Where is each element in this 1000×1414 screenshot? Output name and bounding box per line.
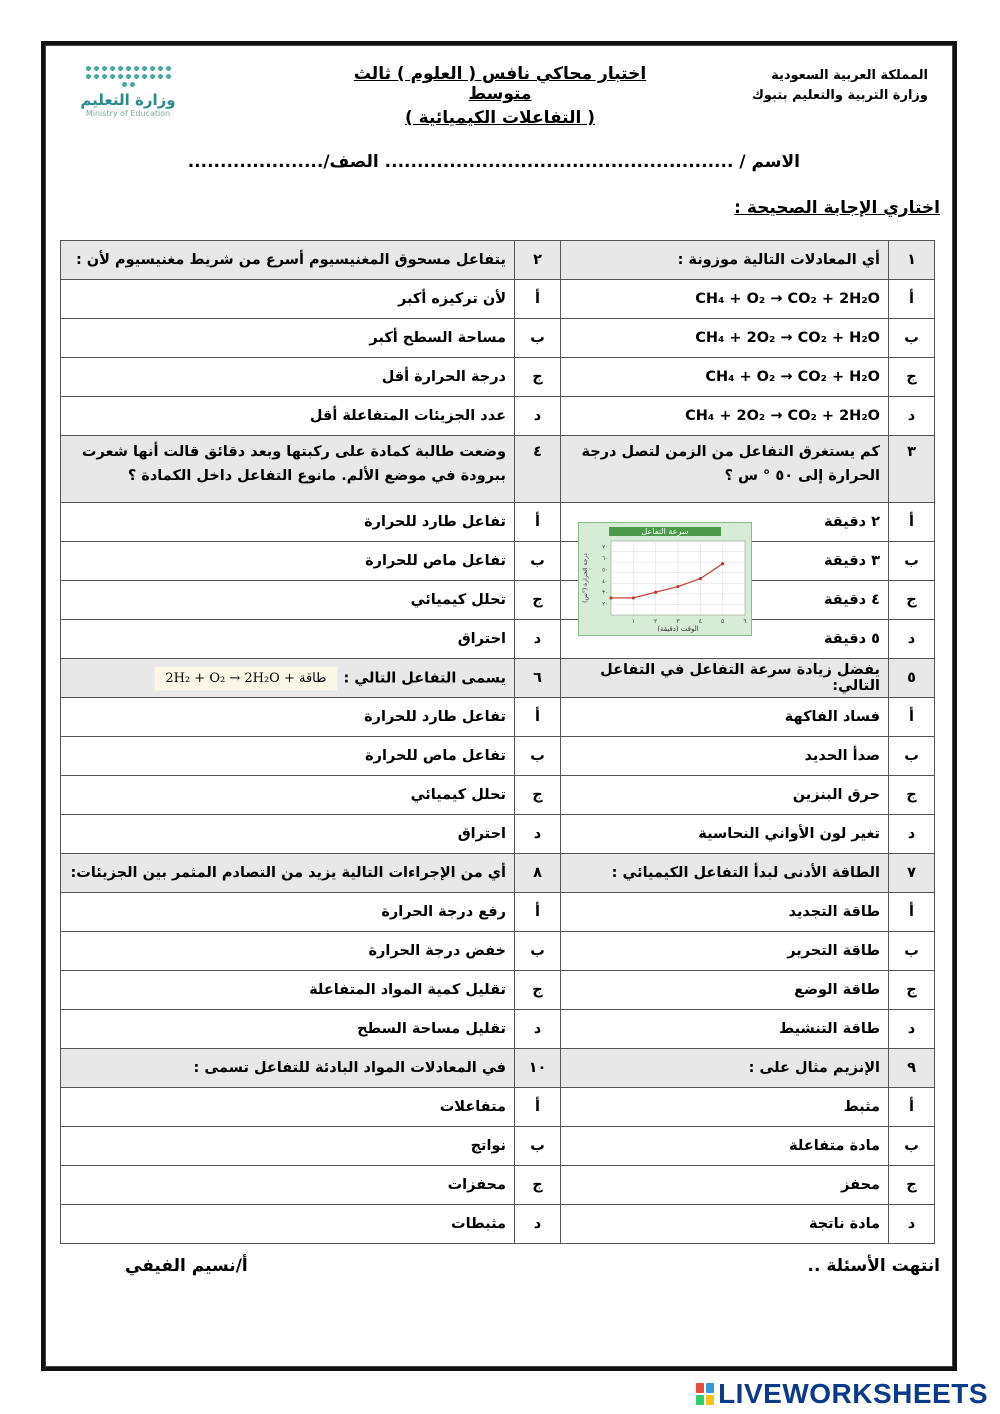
option-letter	[889, 620, 935, 659]
option-letter-text: د	[907, 1021, 916, 1037]
option-row	[61, 358, 935, 397]
option-letter	[515, 581, 561, 620]
option-letter	[515, 737, 561, 776]
option-letter	[889, 1127, 935, 1166]
option-letter	[515, 1088, 561, 1127]
question-row	[61, 659, 935, 698]
question-text	[561, 1049, 889, 1088]
graph-y-tick: ٧٠	[602, 544, 608, 551]
graph-svg	[579, 523, 751, 635]
option-letter	[515, 815, 561, 854]
option-text-text: CH₄ + O₂ → CO₂ + H₂O	[705, 369, 880, 385]
option-text-text: تقليل مساحة السطح	[357, 1021, 506, 1037]
option-letter-text: أ	[909, 904, 914, 920]
option-text-text: احتراق	[457, 631, 506, 647]
question-text-text: يتفاعل مسحوق المغنيسيوم أسرع من شريط مغنيسيوم لأن :	[75, 252, 506, 268]
option-row	[61, 319, 935, 358]
question-number	[889, 659, 935, 698]
option-text[interactable]	[561, 815, 889, 854]
option-letter-text: أ	[535, 291, 540, 307]
reaction-rate-graph	[578, 522, 752, 636]
question-text-text: الإنزيم مثال على :	[748, 1060, 880, 1076]
graph-y-tick: ٣٠	[602, 590, 608, 597]
question-text	[561, 659, 889, 698]
kingdom-line2: وزارة التربية والتعليم بتبوك	[752, 88, 928, 103]
option-text[interactable]	[561, 776, 889, 815]
option-letter-text: ج	[906, 982, 917, 998]
option-text[interactable]	[61, 1127, 515, 1166]
option-letter	[889, 503, 935, 542]
option-row	[61, 932, 935, 971]
option-row	[61, 815, 935, 854]
option-letter	[515, 280, 561, 319]
option-row	[61, 1010, 935, 1049]
liveworksheets-logo-icon	[696, 1383, 714, 1405]
option-letter-text: د	[533, 1021, 542, 1037]
graph-x-tick: ٦	[743, 618, 747, 625]
option-text-text: حرق البنزين	[792, 787, 880, 803]
option-text[interactable]	[561, 358, 889, 397]
option-letter	[889, 1010, 935, 1049]
option-text-text: تحلل كيميائي	[410, 592, 506, 608]
option-letter-text: ج	[532, 369, 543, 385]
option-letter-text: ج	[532, 787, 543, 803]
option-text[interactable]	[561, 397, 889, 436]
option-letter	[889, 280, 935, 319]
question-row	[61, 241, 935, 280]
class-field[interactable]: .....................	[187, 152, 324, 172]
graph-x-tick: ٢	[654, 618, 658, 625]
instruction: اختاري الإجابة الصحيحة :	[734, 198, 940, 218]
option-letter	[889, 581, 935, 620]
option-text-text: درجة الحرارة أقل	[381, 369, 506, 385]
question-text-text: كم يستغرق التفاعل من الزمن لتصل درجة الحرارة إلى ٥٠ ° س ؟	[581, 444, 880, 484]
option-text[interactable]	[561, 893, 889, 932]
option-text-text: رفع درجة الحرارة	[381, 904, 506, 920]
reaction-equation: 2H₂ + O₂ → 2H₂O + طاقة	[154, 666, 337, 691]
name-field[interactable]: ......................................................	[384, 152, 734, 172]
option-letter-text: أ	[909, 514, 914, 530]
option-letter	[889, 1166, 935, 1205]
option-text-text: تفاعل طارد للحرارة	[364, 514, 506, 530]
question-number	[889, 241, 935, 280]
option-text-text: محفزات	[447, 1177, 506, 1193]
option-text[interactable]	[561, 971, 889, 1010]
question-text-text: أي المعادلات التالية موزونة :	[677, 252, 880, 268]
option-text[interactable]	[561, 1166, 889, 1205]
option-row	[61, 1205, 935, 1244]
graph-point	[632, 596, 635, 599]
option-letter	[515, 932, 561, 971]
option-text-text: ٣ دقيقة	[824, 553, 880, 569]
option-row	[61, 698, 935, 737]
option-text-text: CH₄ + 2O₂ → CO₂ + H₂O	[695, 330, 880, 346]
option-letter	[515, 776, 561, 815]
question-number	[515, 436, 561, 503]
option-letter	[889, 1205, 935, 1244]
question-number	[889, 436, 935, 503]
option-letter	[889, 776, 935, 815]
option-text-text: خفض درجة الحرارة	[368, 943, 506, 959]
end-of-questions: انتهت الأسئلة ..	[807, 1256, 940, 1276]
option-text-text: طاقة الوضع	[794, 982, 880, 998]
option-letter	[889, 932, 935, 971]
teacher-name: أ/نسيم الفيفي	[125, 1256, 248, 1276]
option-text[interactable]	[61, 397, 515, 436]
option-letter-text: د	[533, 408, 542, 424]
graph-x-tick: ٥	[721, 618, 725, 625]
question-row	[61, 854, 935, 893]
option-letter-text: ج	[906, 592, 917, 608]
question-text	[561, 854, 889, 893]
option-text[interactable]	[561, 1205, 889, 1244]
option-text[interactable]	[561, 280, 889, 319]
option-letter	[515, 542, 561, 581]
option-letter-text: أ	[535, 904, 540, 920]
option-letter-text: أ	[909, 1099, 914, 1115]
option-text-text: تفاعل ماص للحرارة	[365, 553, 506, 569]
option-text-text: ٤ دقيقة	[824, 592, 880, 608]
option-letter-text: ج	[906, 369, 917, 385]
option-text[interactable]	[561, 1088, 889, 1127]
option-letter-text: ب	[904, 943, 919, 959]
question-text	[61, 1049, 515, 1088]
option-letter	[889, 542, 935, 581]
option-text[interactable]	[61, 581, 515, 620]
option-letter	[515, 358, 561, 397]
option-letter	[889, 319, 935, 358]
option-letter-text: أ	[535, 514, 540, 530]
option-text-text: عدد الجزيئات المتفاعلة أقل	[309, 408, 506, 424]
ministry-logo	[58, 66, 198, 128]
question-number-text: ٦	[533, 670, 542, 686]
option-letter-text: ب	[530, 943, 545, 959]
option-row	[61, 1088, 935, 1127]
graph-y-tick: ٥٠	[602, 567, 608, 574]
option-text[interactable]	[61, 503, 515, 542]
option-letter	[889, 737, 935, 776]
option-text[interactable]	[61, 1205, 515, 1244]
graph-point	[609, 596, 612, 599]
exam-subtitle: ( التفاعلات الكيميائية )	[404, 108, 596, 128]
question-text	[61, 854, 515, 893]
option-text-text: تغير لون الأواني النحاسية	[698, 826, 880, 842]
option-letter	[515, 971, 561, 1010]
option-text[interactable]	[561, 319, 889, 358]
question-number	[515, 854, 561, 893]
option-text-text: CH₄ + O₂ → CO₂ + 2H₂O	[695, 291, 880, 307]
option-letter-text: ب	[904, 748, 919, 764]
option-row	[61, 1127, 935, 1166]
option-letter	[889, 893, 935, 932]
question-text	[61, 659, 515, 698]
option-row	[61, 280, 935, 319]
option-row	[61, 397, 935, 436]
option-text[interactable]	[61, 776, 515, 815]
logo-dots-icon	[83, 66, 173, 87]
option-letter-text: ج	[906, 787, 917, 803]
kingdom-line1: المملكة العربية السعودية	[771, 68, 928, 83]
question-number-text: ٤	[533, 444, 542, 460]
option-letter-text: أ	[909, 291, 914, 307]
option-letter-text: ج	[532, 1177, 543, 1193]
graph-x-tick: ١	[631, 618, 635, 625]
option-letter-text: د	[907, 408, 916, 424]
graph-x-tick: ٣	[676, 618, 680, 625]
graph-xlabel: الوقت (دقيقة)	[657, 625, 699, 633]
option-letter-text: د	[907, 826, 916, 842]
option-row	[61, 620, 935, 659]
option-text[interactable]	[61, 932, 515, 971]
option-letter	[515, 620, 561, 659]
option-letter	[515, 1010, 561, 1049]
option-text[interactable]	[61, 1010, 515, 1049]
name-label: الاسم /	[739, 152, 800, 172]
option-letter	[515, 319, 561, 358]
option-letter-text: ب	[904, 1138, 919, 1154]
question-number	[889, 854, 935, 893]
question-row	[61, 436, 935, 503]
option-text-text: متفاعلات	[439, 1099, 506, 1115]
question-number-text: ٨	[533, 865, 542, 881]
liveworksheets-brand[interactable]	[696, 1378, 988, 1410]
question-text	[61, 241, 515, 280]
graph-title: سرعة التفاعل	[609, 527, 721, 536]
option-text-text: مثبطات	[451, 1216, 506, 1232]
option-letter	[515, 1166, 561, 1205]
option-text-text: مادة متفاعلة	[789, 1138, 880, 1154]
graph-y-tick: ٤٠	[602, 578, 608, 585]
graph-ylabel: درجة الحرارة (°س)	[582, 553, 589, 603]
option-letter-text: ب	[530, 330, 545, 346]
option-letter-text: ب	[904, 330, 919, 346]
option-text[interactable]	[61, 319, 515, 358]
question-number	[515, 241, 561, 280]
option-text[interactable]	[61, 620, 515, 659]
option-letter-text: ب	[530, 748, 545, 764]
graph-x-tick: ٤	[698, 618, 702, 625]
option-letter	[515, 503, 561, 542]
option-text[interactable]	[61, 737, 515, 776]
option-text-text: تفاعل ماص للحرارة	[365, 748, 506, 764]
option-letter	[889, 358, 935, 397]
option-letter	[515, 698, 561, 737]
option-text-text: تقليل كمية المواد المتفاعلة	[309, 982, 506, 998]
option-letter-text: أ	[909, 709, 914, 725]
option-letter-text: ج	[532, 982, 543, 998]
question-number-text: ١	[907, 252, 916, 268]
option-row	[61, 776, 935, 815]
option-text-text: محفز	[841, 1177, 880, 1193]
option-letter-text: د	[907, 1216, 916, 1232]
question-text-text: في المعادلات المواد البادئة للتفاعل تسمى :	[193, 1060, 506, 1076]
question-text	[61, 436, 515, 503]
option-letter-text: ج	[532, 592, 543, 608]
questions-table	[60, 240, 935, 1244]
option-letter-text: ب	[530, 553, 545, 569]
option-row	[61, 737, 935, 776]
option-text[interactable]	[561, 737, 889, 776]
option-letter	[889, 1088, 935, 1127]
option-text-text: لأن تركيزه أكبر	[397, 291, 506, 307]
option-letter	[889, 397, 935, 436]
option-letter	[515, 1127, 561, 1166]
option-row	[61, 1166, 935, 1205]
option-row	[61, 542, 935, 581]
option-row	[61, 581, 935, 620]
name-class-line	[187, 152, 800, 172]
question-text-text: وضعت طالبة كمادة على ركبتها وبعد دقائق قالت أنها شعرت ببرودة في موضع الألم. مانوع التفاعل داخل الكمادة ؟	[81, 444, 506, 484]
option-text[interactable]	[61, 893, 515, 932]
graph-point	[699, 577, 702, 580]
question-text	[561, 436, 889, 503]
question-number-text: ٥	[907, 670, 916, 686]
graph-point	[676, 585, 679, 588]
option-text[interactable]	[61, 280, 515, 319]
question-row	[61, 1049, 935, 1088]
option-row	[61, 971, 935, 1010]
option-text-text: مساحة السطح أكبر	[369, 330, 506, 346]
option-text-text: صدأ الحديد	[804, 748, 880, 764]
option-text-text: مادة ناتجة	[808, 1216, 880, 1232]
option-text-text: تفاعل طارد للحرارة	[364, 709, 506, 725]
question-number-text: ٣	[907, 444, 916, 460]
option-letter-text: ب	[904, 553, 919, 569]
question-text	[561, 241, 889, 280]
question-number	[515, 659, 561, 698]
question-text-text: يسمى التفاعل التالي :	[343, 670, 506, 686]
option-letter-text: د	[533, 1216, 542, 1232]
option-text[interactable]	[561, 1127, 889, 1166]
question-text-text: يفضل زيادة سرعة التفاعل في التفاعل التالي:	[600, 662, 880, 694]
option-letter-text: ب	[530, 1138, 545, 1154]
option-text-text: فساد الفاكهة	[784, 709, 880, 725]
graph-point	[721, 562, 724, 565]
brand-text: LIVEWORKSHEETS	[718, 1378, 988, 1409]
logo-english: Ministry of Education	[85, 109, 171, 118]
logo-arabic: وزارة التعليم	[80, 91, 176, 109]
question-number	[889, 1049, 935, 1088]
option-row	[61, 503, 935, 542]
option-text-text: طاقة التحرير	[787, 943, 880, 959]
option-letter-text: د	[907, 631, 916, 647]
exam-title: اختبار محاكي نافس ( العلوم ) ثالث متوسط	[353, 64, 647, 104]
option-text[interactable]	[61, 815, 515, 854]
option-text-text: CH₄ + 2O₂ → CO₂ + 2H₂O	[685, 408, 880, 424]
question-number-text: ٩	[907, 1060, 916, 1076]
option-letter-text: د	[533, 826, 542, 842]
graph-y-tick: ٦٠	[602, 556, 608, 563]
option-text[interactable]	[61, 358, 515, 397]
class-label: الصف/	[323, 152, 379, 172]
option-text-text: نواتج	[470, 1138, 506, 1154]
option-text-text: ٥ دقيقة	[824, 631, 880, 647]
option-letter-text: ج	[906, 1177, 917, 1193]
option-letter-text: أ	[535, 1099, 540, 1115]
graph-point	[654, 591, 657, 594]
option-text-text: مثبط	[843, 1099, 880, 1115]
option-letter	[889, 698, 935, 737]
question-number-text: ٢	[533, 252, 542, 268]
option-text[interactable]	[561, 698, 889, 737]
question-text-text: الطاقة الأدنى لبدأ التفاعل الكيميائي :	[611, 865, 880, 881]
option-letter	[889, 815, 935, 854]
option-text[interactable]	[61, 971, 515, 1010]
option-text[interactable]	[61, 542, 515, 581]
graph-y-tick: ٢٠	[602, 601, 608, 608]
option-letter	[515, 397, 561, 436]
option-text[interactable]	[61, 1088, 515, 1127]
kingdom-header	[752, 66, 928, 106]
option-text-text: تحلل كيميائي	[410, 787, 506, 803]
option-text[interactable]	[61, 698, 515, 737]
option-text[interactable]	[561, 932, 889, 971]
option-letter	[515, 893, 561, 932]
question-number-text: ١٠	[528, 1060, 547, 1076]
question-text-text: أي من الإجراءات التالية يزيد من التصادم المثمر بين الجزيئات:	[70, 865, 506, 881]
option-text-text: طاقة التجديد	[788, 904, 880, 920]
option-text-text: احتراق	[457, 826, 506, 842]
option-letter	[889, 971, 935, 1010]
option-letter	[515, 1205, 561, 1244]
option-text-text: طاقة التنشيط	[779, 1021, 880, 1037]
question-number-text: ٧	[907, 865, 916, 881]
option-letter-text: د	[533, 631, 542, 647]
option-text[interactable]	[561, 1010, 889, 1049]
option-text[interactable]	[61, 1166, 515, 1205]
option-row	[61, 893, 935, 932]
option-text-text: ٢ دقيقة	[824, 514, 880, 530]
option-letter-text: أ	[535, 709, 540, 725]
question-number	[515, 1049, 561, 1088]
